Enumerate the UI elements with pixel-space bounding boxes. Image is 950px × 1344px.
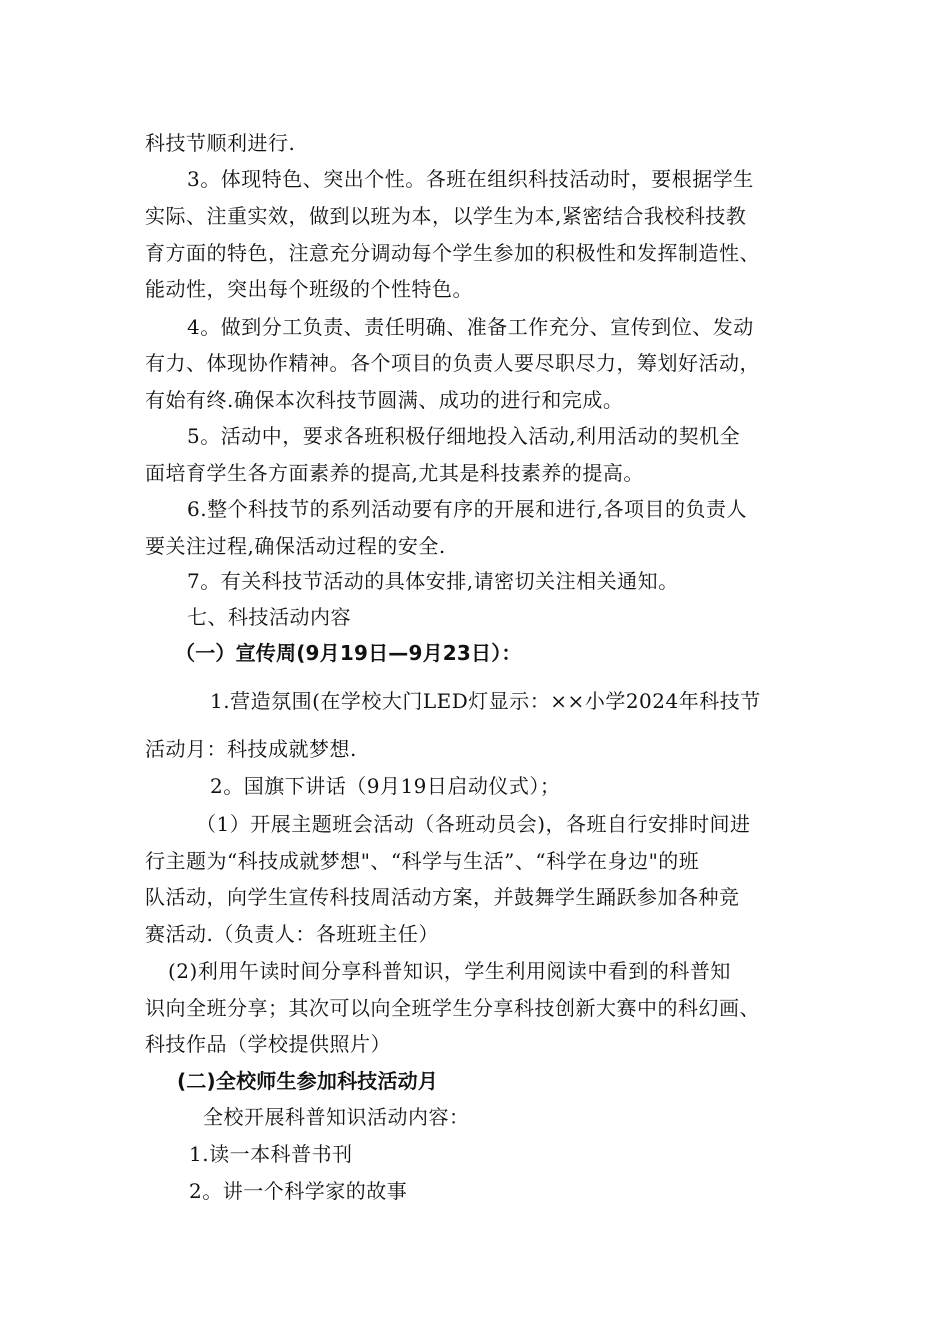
paragraph-line: 队活动，向学生宣传科技周活动方案，并鼓舞学生踊跃参加各种竞 [145,885,740,909]
paragraph-line: 1.营造氛围(在学校大门LED灯显示：××小学2024年科技节 [210,689,761,713]
paragraph-line: （1）开展主题班会活动（各班动员会)，各班自行安排时间进 [196,812,751,836]
paragraph-line: 科技节顺利进行. [145,131,296,155]
paragraph-line: 行主题为“科技成就梦想"、“科学与生活”、“科学在身边"的班 [145,849,700,873]
paragraph-line: 面培育学生各方面素养的提高,尤其是科技素养的提高。 [145,461,644,485]
paragraph-line: 有始有终.确保本次科技节圆满、成功的进行和完成。 [145,388,624,412]
paragraph-line: (2)利用午读时间分享科普知识，学生利用阅读中看到的科普知 [168,959,731,983]
paragraph-line: 能动性，突出每个班级的个性特色。 [145,277,473,301]
paragraph-line: 6.整个科技节的系列活动要有序的开展和进行,各项目的负责人 [187,497,747,521]
list-item: 2。讲一个科学家的故事 [189,1179,408,1203]
subsection-heading: (二)全校师生参加科技活动月 [177,1069,439,1093]
paragraph-line: 5。活动中，要求各班积极仔细地投入活动,利用活动的契机全 [187,424,741,448]
paragraph-line: 育方面的特色，注意充分调动每个学生参加的积极性和发挥制造性、 [145,241,760,265]
paragraph-line: 2。国旗下讲话（9月19日启动仪式）； [210,774,561,798]
paragraph-line: 赛活动.（负责人：各班班主任） [145,922,439,946]
paragraph-line: 实际、注重实效，做到以班为本，以学生为本,紧密结合我校科技教 [145,204,747,228]
paragraph-line: 活动月：科技成就梦想. [145,737,357,761]
paragraph-line: 3。体现特色、突出个性。各班在组织科技活动时，要根据学生 [187,167,754,191]
paragraph-line: 要关注过程,确保活动过程的安全. [145,534,446,558]
paragraph-line: 全校开展科普知识活动内容： [203,1105,470,1129]
paragraph-line: 识向全班分享；其次可以向全班学生分享科技创新大赛中的科幻画、 [145,996,760,1020]
paragraph-line: 科技作品（学校提供照片） [145,1032,391,1056]
paragraph-line: 有力、体现协作精神。各个项目的负责人要尽职尽力，筹划好活动， [145,351,760,375]
subsection-heading: （一）宣传周(9月19日—9月23日）： [175,641,522,665]
section-heading: 七、科技活动内容 [187,605,351,629]
paragraph-line: 4。做到分工负责、责任明确、准备工作充分、宣传到位、发动 [187,315,754,339]
list-item: 1.读一本科普书刊 [189,1142,353,1166]
paragraph-line: 7。有关科技节活动的具体安排,请密切关注相关通知。 [187,569,679,593]
